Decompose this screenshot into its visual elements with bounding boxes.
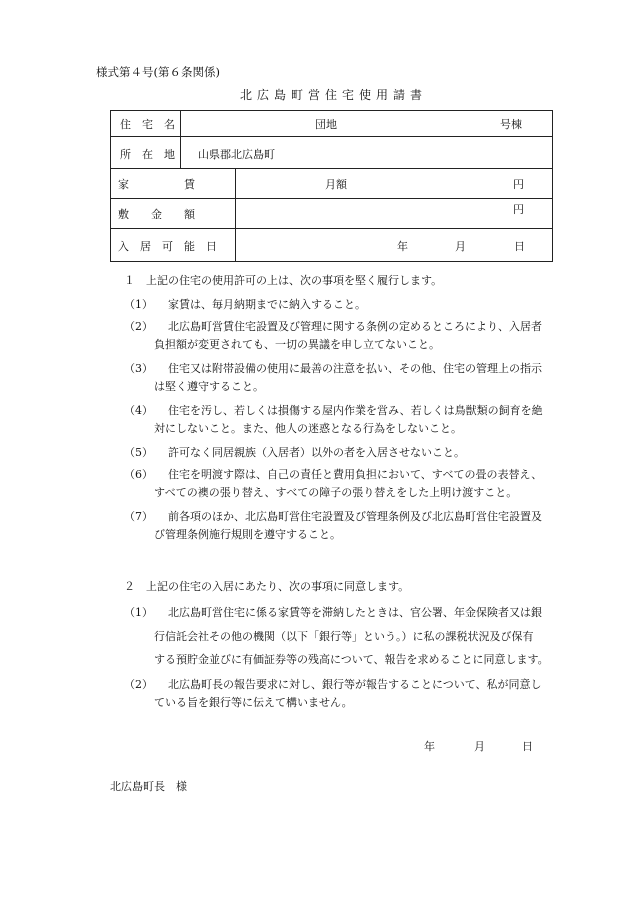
- monthly-label: 月額: [325, 178, 347, 191]
- deposit-yen-label: 円: [513, 203, 524, 216]
- label-deposit: 敷 金 額: [118, 208, 195, 221]
- clause2-1-number: （1）: [124, 606, 153, 619]
- addressee: 北広島町長 様: [110, 780, 187, 793]
- clause1-2-line1: 北広島町営賃住宅設置及び管理に関する条例の定めるところにより、入居者: [168, 320, 542, 333]
- clause2-2-number: （2）: [124, 678, 153, 691]
- clause1-2-line2: 負担額が変更されても、一切の異議を申し立てないこと。: [154, 338, 440, 351]
- date-month-label: 月: [474, 740, 485, 753]
- label-rent: 家 賃: [118, 178, 195, 191]
- clause2-1-line1: 北広島町営住宅に係る家賃等を滞納したときは、官公署、年金保険者又は銀: [168, 606, 542, 619]
- clause1-3-line1: 住宅又は附帯設備の使用に最善の注意を払い、その他、住宅の管理上の指示: [168, 362, 542, 375]
- clause2-2-line1: 北広島町長の報告要求に対し、銀行等が報告することについて、私が同意し: [168, 678, 542, 691]
- clause1-7-line1: 前各項のほか、北広島町営住宅設置及び管理条例及び北広島町営住宅設置及: [168, 510, 542, 523]
- goto-label: 号棟: [500, 118, 522, 131]
- date-day-label: 日: [522, 740, 533, 753]
- label-move-in-date: 入 居 可 能 日: [118, 240, 217, 253]
- clause1-7-line2: び管理条例施行規則を遵守すること。: [154, 528, 341, 541]
- section2-heading: ２ 上記の住宅の入居にあたり、次の事項に同意します。: [124, 580, 410, 593]
- rent-yen-label: 円: [513, 178, 524, 191]
- clause1-1-number: （1）: [124, 298, 153, 311]
- clause1-3-line2: は堅く遵守すること。: [154, 380, 264, 393]
- clause1-4-line2: 対にしないこと。また、他人の迷惑となる行為をしないこと。: [154, 422, 462, 435]
- danchi-label: 団地: [315, 118, 337, 131]
- clause2-1-line3: する預貯金並びに有価証券等の残高について、報告を求めることに同意します。: [154, 653, 549, 666]
- label-location: 所 在 地: [120, 148, 175, 161]
- clause1-5-number: （5）: [124, 446, 153, 459]
- move-in-year-label: 年: [397, 240, 408, 253]
- clause1-5-line1: 許可なく同居親族（入居者）以外の者を入居させないこと。: [168, 446, 465, 459]
- clause1-2-number: （2）: [124, 320, 153, 333]
- clause1-6-line1: 住宅を明渡す際は、自己の責任と費用負担において、すべての畳の表替え、: [168, 468, 543, 481]
- info-table: [110, 110, 553, 262]
- clause2-2-line2: ている旨を銀行等に伝えて構いません。: [154, 696, 353, 709]
- clause1-7-number: （7）: [124, 510, 153, 523]
- form-number: 様式第４号(第６条関係): [96, 65, 220, 79]
- move-in-month-label: 月: [455, 240, 466, 253]
- move-in-day-label: 日: [514, 240, 525, 253]
- clause2-1-line2: 行信託会社その他の機関（以下「銀行等」という。）に私の課税状況及び保有: [154, 630, 534, 643]
- document-title: 北広島町営住宅使用請書: [240, 88, 428, 102]
- clause1-6-number: （6）: [124, 468, 153, 481]
- clause1-4-number: （4）: [124, 404, 153, 417]
- label-housing-name: 住 宅 名: [120, 118, 175, 131]
- clause1-6-line2: すべての襖の張り替え、すべての障子の張り替えをした上明け渡すこと。: [154, 486, 518, 499]
- clause1-3-number: （3）: [124, 362, 153, 375]
- date-year-label: 年: [424, 740, 435, 753]
- location-value: 山県郡北広島町: [198, 148, 275, 161]
- clause1-1-line1: 家賃は、毎月納期までに納入すること。: [168, 298, 366, 311]
- clause1-4-line1: 住宅を汚し、若しくは損傷する屋内作業を営み、若しくは鳥獣類の飼育を絶: [168, 404, 543, 417]
- section1-heading: １ 上記の住宅の使用許可の上は、次の事項を堅く履行します。: [124, 274, 443, 287]
